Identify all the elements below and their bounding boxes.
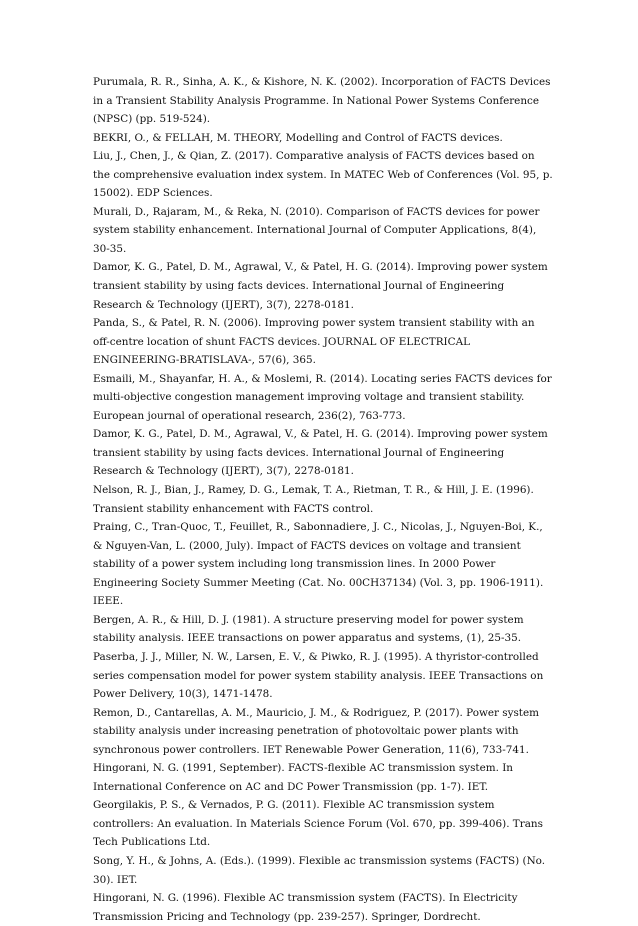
reference-entry: Damor, K. G., Patel, D. M., Agrawal, V., & Patel, H. G. (2014). Improving power system transient stability by using facts devices. International Journal of Engineering Research & Technology (IJERT), 3(7), 2278-0181. bbox=[93, 428, 548, 478]
reference-entry: Esmaili, M., Shayanfar, H. A., & Moslemi, R. (2014). Locating series FACTS devices for multi-objective congestion management improving voltage and transient stability. European journal of operational research, 236(2), 763-773. bbox=[93, 372, 552, 422]
reference-entry: Murali, D., Rajaram, M., & Reka, N. (2010). Comparison of FACTS devices for power system stability enhancement. International Journal of Computer Applications, 8(4), 30-35. bbox=[93, 205, 540, 255]
reference-entry: Paserba, J. J., Miller, N. W., Larsen, E. V., & Piwko, R. J. (1995). A thyristor-controlled series compensation model for power system stability analysis. IEEE Transactions on Power Delivery, 10(3), 1471-1478. bbox=[93, 650, 544, 701]
reference-entry: Remon, D., Cantarellas, A. M., Mauricio, J. M., & Rodriguez, P. (2017). Power system stability analysis under increasing penetration of photovoltaic power plants with synchronous power controllers. IET Renewable Power Generation, 11(6), 733-741. bbox=[93, 706, 539, 756]
reference-entry: Song, Y. H., & Johns, A. (Eds.). (1999). Flexible ac transmission systems (FACTS) (No. 30). IET. bbox=[93, 854, 546, 886]
reference-entry: Damor, K. G., Patel, D. M., Agrawal, V., & Patel, H. G. (2014). Improving power system transient stability by using facts devices. International Journal of Engineering Research & Technology (IJERT), 3(7), 2278-0181. bbox=[93, 261, 548, 311]
reference-entry: Liu, J., Chen, J., & Qian, Z. (2017). Comparative analysis of FACTS devices based on the comprehensive evaluation index system. In MATEC Web of Conferences (Vol. 95, p. 15002). EDP Sciences. bbox=[93, 150, 553, 200]
reference-entry: Purumala, R. R., Sinha, A. K., & Kishore, N. K. (2002). Incorporation of FACTS Devices in a Transient Stability Analysis Programme. In National Power Systems Conference (NPSC) (pp. 519-524). bbox=[93, 76, 551, 126]
reference-list bbox=[93, 73, 553, 926]
reference-entry: Hingorani, N. G. (1996). Flexible AC transmission system (FACTS). In Electricity Transmission Pricing and Technology (pp. 239-257). Springer, Dordrecht. bbox=[93, 892, 518, 923]
reference-entry: Panda, S., & Patel, R. N. (2006). Improving power system transient stability with an off-centre location of shunt FACTS devices. JOURNAL OF ELECTRICAL ENGINEERING-BRATISLAVA-, 57(6), 365. bbox=[93, 317, 535, 367]
reference-entry: Praing, C., Tran-Quoc, T., Feuillet, R., Sabonnadiere, J. C., Nicolas, J., Nguyen-Boi, K., & Nguyen-Van, L. (2000, July). Impact of FACTS devices on voltage and transient stability of a power system including long transmission lines. In 2000 Power Engineering Society Summer Meeting (Cat. No. 00CH37134) (Vol. 3, pp. 1906-1911). IEEE. bbox=[93, 521, 544, 608]
reference-entry: BEKRI, O., & FELLAH, M. THEORY, Modelling and Control of FACTS devices. bbox=[93, 131, 503, 144]
reference-entry: Nelson, R. J., Bian, J., Ramey, D. G., Lemak, T. A., Rietman, T. R., & Hill, J. E. (1996). Transient stability enhancement with FACTS control. bbox=[93, 484, 534, 515]
reference-entry: Bergen, A. R., & Hill, D. J. (1981). A structure preserving model for power system stability analysis. IEEE transactions on power apparatus and systems, (1), 25-35. bbox=[93, 613, 524, 645]
reference-entry: Georgilakis, P. S., & Vernados, P. G. (2011). Flexible AC transmission system controllers: An evaluation. In Materials Science Forum (Vol. 670, pp. 399-406). Trans Tech Publications Ltd. bbox=[93, 799, 543, 849]
reference-entry: Hingorani, N. G. (1991, September). FACTS-flexible AC transmission system. In International Conference on AC and DC Power Transmission (pp. 1-7). IET. bbox=[93, 762, 513, 793]
